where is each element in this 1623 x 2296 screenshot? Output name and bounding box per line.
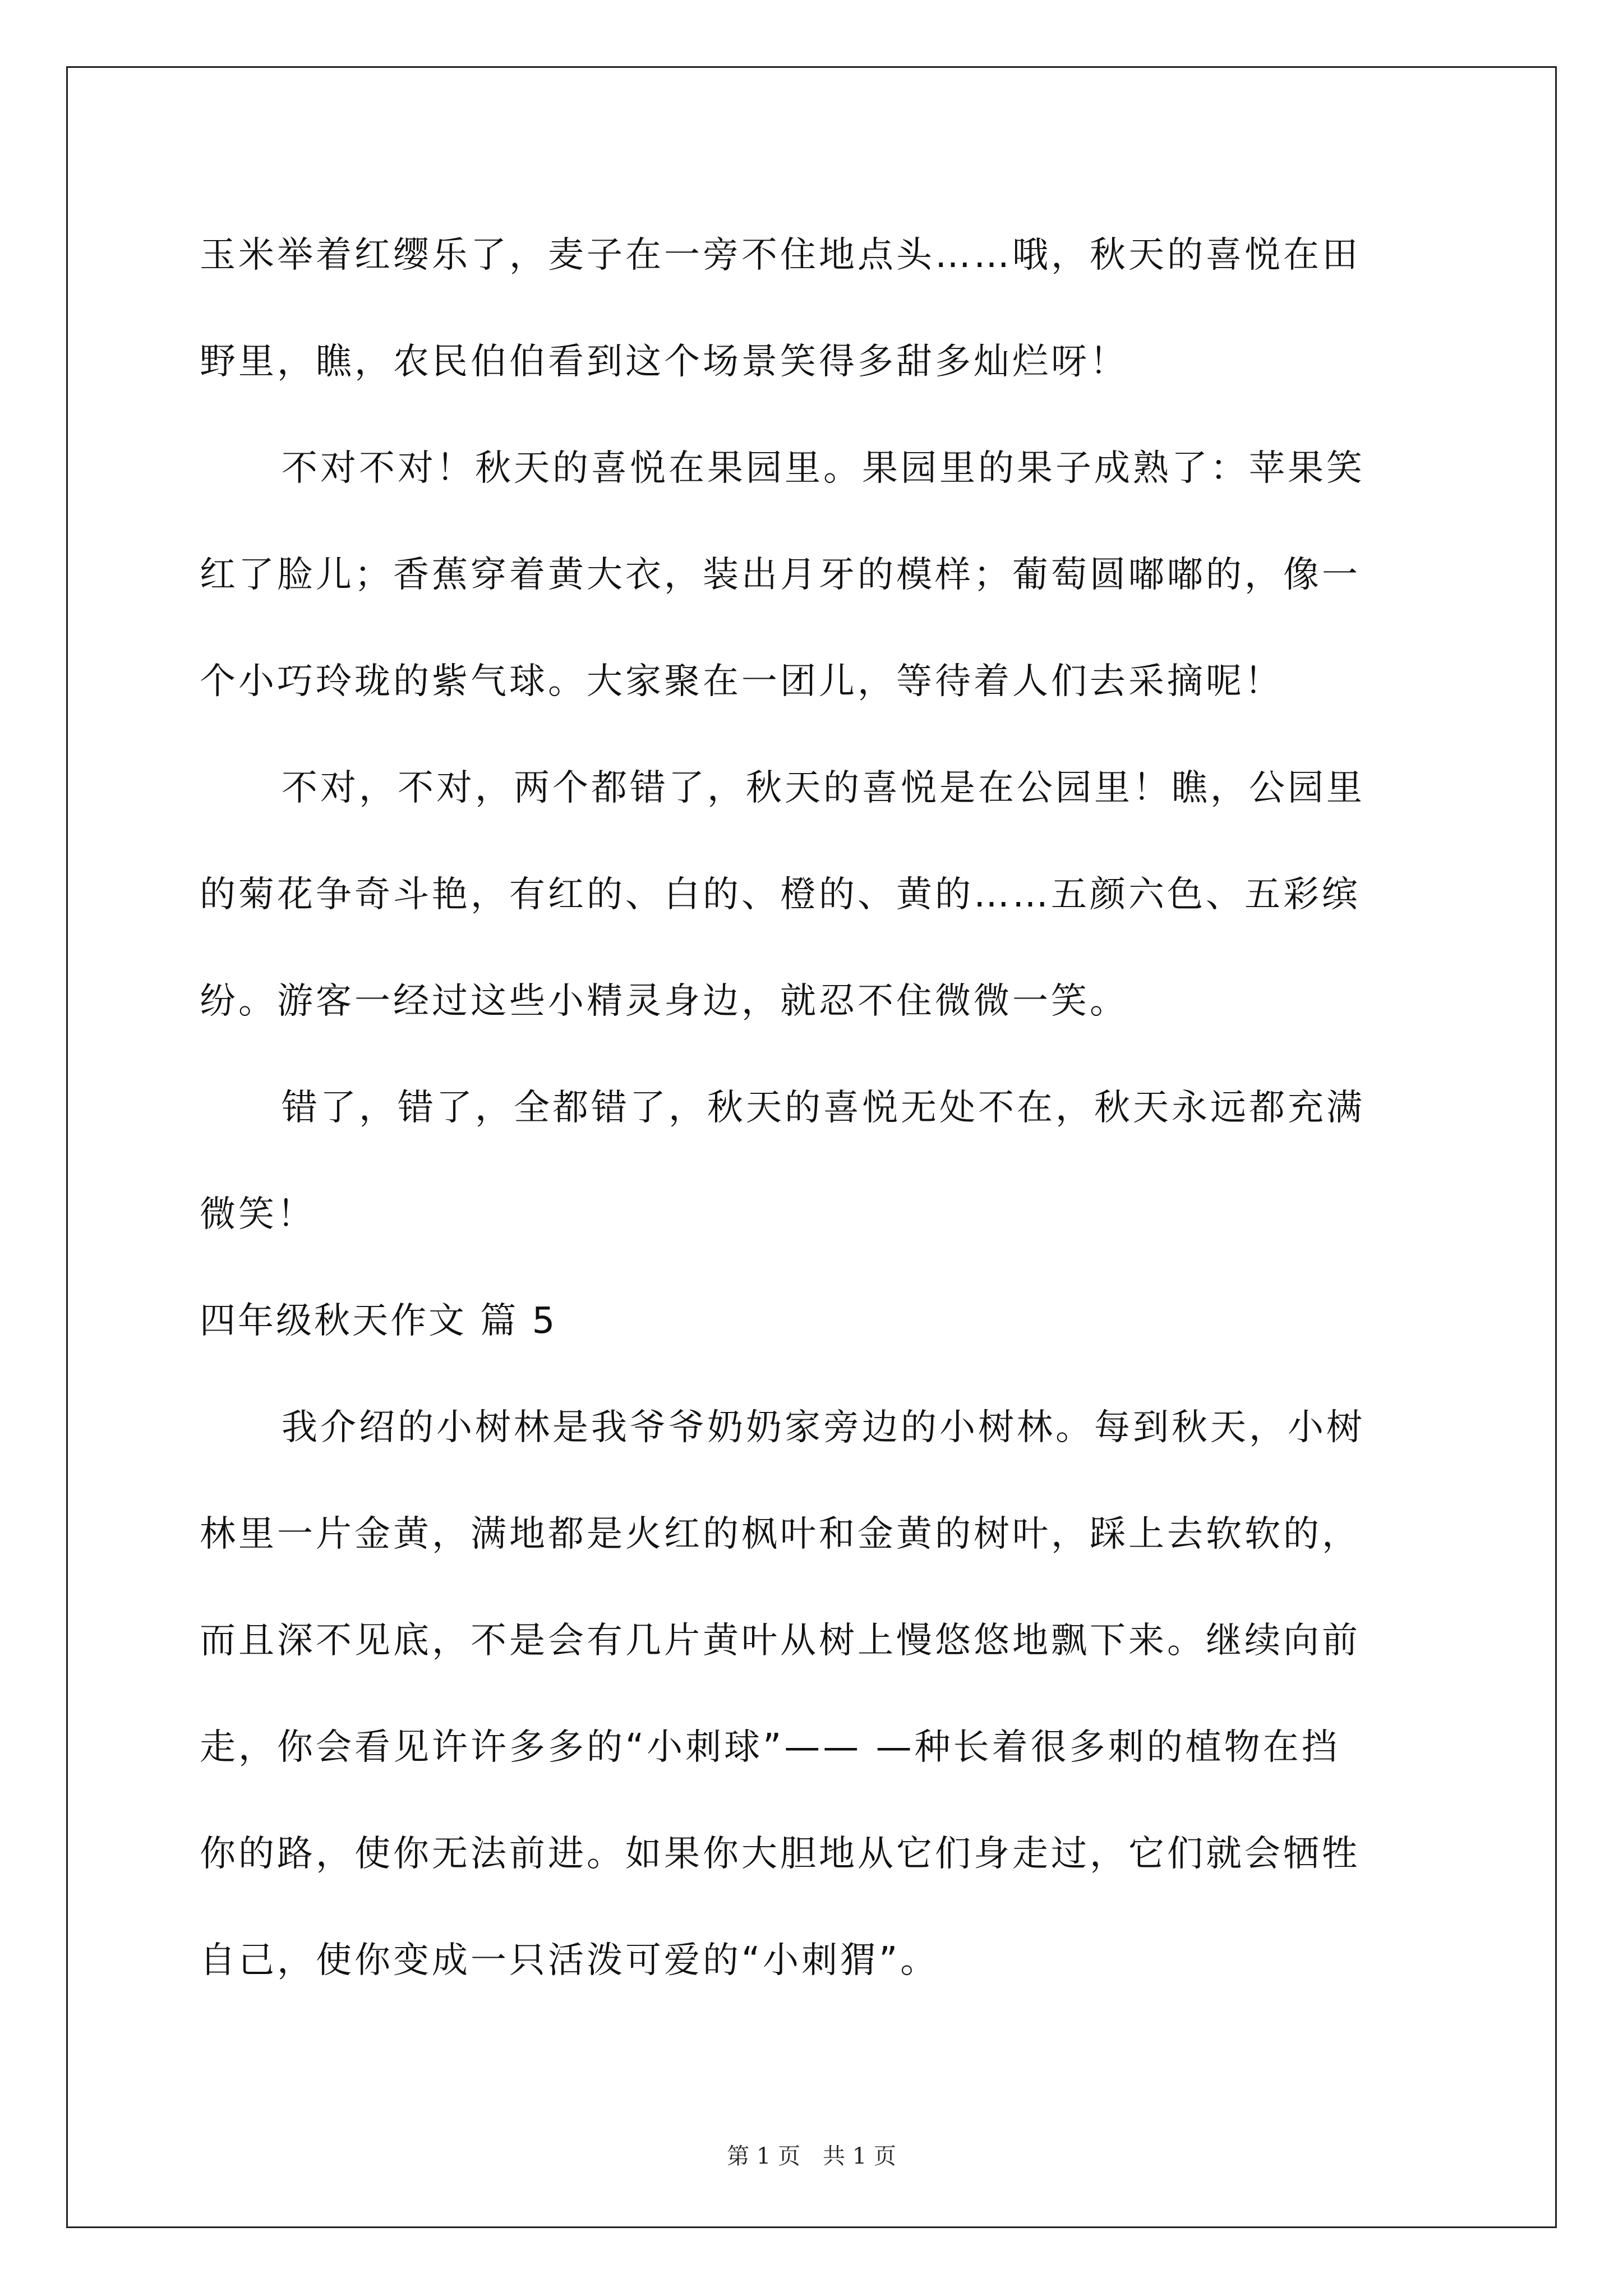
text-line: 微笑！ — [200, 1194, 316, 1235]
text-line: 你的路，使你无法前进。如果你大胆地从它们身走过，它们就会牺牲 — [200, 1833, 1361, 1875]
page-footer — [0, 2138, 1623, 2170]
text-line: 野里，瞧，农民伯伯看到这个场景笑得多甜多灿烂呀！ — [200, 341, 1128, 383]
paragraph-start-line: 错了，错了，全都错了，秋天的喜悦无处不在，秋天永远都充满 — [282, 1087, 1365, 1129]
text-line: 林里一片金黄，满地都是火红的枫叶和金黄的树叶，踩上去软软的， — [200, 1513, 1361, 1555]
page-number: 第 1 页 — [727, 2143, 800, 2169]
text-line: 自己，使你变成一只活泼可爱的“小刺猬”。 — [200, 1940, 939, 1981]
text-line: 个小巧玲珑的紫气球。大家聚在一团儿，等待着人们去采摘呢！ — [200, 661, 1283, 702]
page-total: 共 1 页 — [823, 2143, 896, 2169]
text-line: 的菊花争奇斗艳，有红的、白的、橙的、黄的……五颜六色、五彩缤 — [200, 874, 1361, 915]
text-line: 玉米举着红缨乐了，麦子在一旁不住地点头……哦，秋天的喜悦在田 — [200, 234, 1361, 276]
text-line: 红了脸儿；香蕉穿着黄大衣，装出月牙的模样；葡萄圆嘟嘟的，像一 — [200, 554, 1361, 596]
paragraph-start-line: 不对，不对，两个都错了，秋天的喜悦是在公园里！瞧，公园里 — [282, 767, 1365, 809]
section-heading: 四年级秋天作文 篇 5 — [200, 1300, 557, 1342]
text-line: 走，你会看见许许多多的“小刺球”—— —种长着很多刺的植物在挡 — [200, 1727, 1340, 1768]
document-body — [200, 202, 1433, 2014]
paragraph-start-line: 我介绍的小树林是我爷爷奶奶家旁边的小树林。每到秋天，小树 — [282, 1407, 1365, 1448]
text-line: 纷。游客一经过这些小精灵身边，就忍不住微微一笑。 — [200, 981, 1128, 1022]
paragraph-start-line: 不对不对！秋天的喜悦在果园里。果园里的果子成熟了：苹果笑 — [282, 448, 1365, 489]
text-line: 而且深不见底，不是会有几片黄叶从树上慢悠悠地飘下来。继续向前 — [200, 1620, 1361, 1662]
